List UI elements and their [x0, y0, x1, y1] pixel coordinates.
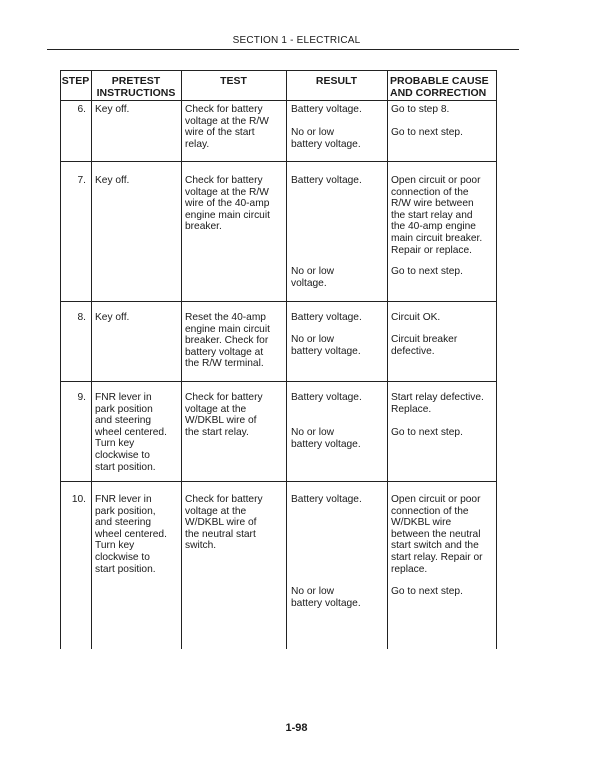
- column-rule: [91, 70, 92, 649]
- test-instructions: Reset the 40-amp engine main circuit breaker. Check for battery voltage at the R/W terminal.: [185, 312, 270, 370]
- result-text: Battery voltage.: [291, 494, 362, 505]
- header-rule: [47, 49, 519, 50]
- result-text: Battery voltage.: [291, 392, 362, 403]
- pretest-instructions: FNR lever in park position and steering wheel centered. Turn key clockwise to start position.: [95, 392, 167, 473]
- table-header-rule: [60, 100, 497, 101]
- row-divider: [60, 381, 497, 382]
- probable-cause-text: Go to next step.: [391, 586, 463, 597]
- column-header-cause: PROBABLE CAUSE AND CORRECTION: [390, 75, 489, 99]
- section-header: SECTION 1 - ELECTRICAL: [232, 35, 361, 46]
- probable-cause-text: Start relay defective. Replace.: [391, 392, 484, 415]
- column-header-result: RESULT: [315, 75, 358, 87]
- probable-cause-text: Go to next step.: [391, 127, 463, 138]
- column-header-pretest: PRETEST INSTRUCTIONS: [96, 75, 176, 99]
- result-text: No or low battery voltage.: [291, 127, 361, 150]
- column-rule: [387, 70, 388, 649]
- column-rule: [181, 70, 182, 649]
- pretest-instructions: Key off.: [95, 175, 130, 186]
- test-instructions: Check for battery voltage at the W/DKBL wire of the start relay.: [185, 392, 263, 438]
- test-instructions: Check for battery voltage at the R/W wire of the start relay.: [185, 104, 269, 150]
- step-number: 6.: [77, 104, 86, 115]
- test-instructions: Check for battery voltage at the W/DKBL wire of the neutral start switch.: [185, 494, 263, 552]
- result-text: No or low voltage.: [291, 266, 335, 289]
- pretest-instructions: Key off.: [95, 312, 130, 323]
- step-number: 9.: [77, 392, 86, 403]
- pretest-instructions: Key off.: [95, 104, 130, 115]
- probable-cause-text: Go to step 8.: [391, 104, 450, 115]
- result-text: No or low battery voltage.: [291, 427, 361, 450]
- test-instructions: Check for battery voltage at the R/W wire of the 40-amp engine main circuit breaker.: [185, 175, 270, 233]
- pretest-instructions: FNR lever in park position, and steering wheel centered. Turn key clockwise to start position.: [95, 494, 167, 575]
- probable-cause-text: Open circuit or poor connection of the R/W wire between the start relay and the 40-amp engine main circuit breaker. Repair or replace.: [391, 175, 483, 256]
- result-text: No or low battery voltage.: [291, 586, 361, 609]
- step-number: 10.: [71, 494, 86, 505]
- column-header-step: STEP: [61, 75, 90, 87]
- column-rule: [286, 70, 287, 649]
- step-number: 8.: [77, 312, 86, 323]
- column-header-test: TEST: [220, 75, 247, 87]
- row-divider: [60, 481, 497, 482]
- result-text: Battery voltage.: [291, 175, 362, 186]
- result-text: Battery voltage.: [291, 104, 362, 115]
- table-top-rule: [60, 70, 497, 71]
- probable-cause-text: Circuit breaker defective.: [391, 334, 458, 357]
- row-divider: [60, 301, 497, 302]
- column-rule: [496, 70, 497, 649]
- probable-cause-text: Go to next step.: [391, 266, 463, 277]
- probable-cause-text: Go to next step.: [391, 427, 463, 438]
- page-number: 1-98: [285, 722, 308, 734]
- row-divider: [60, 161, 497, 162]
- result-text: No or low battery voltage.: [291, 334, 361, 357]
- probable-cause-text: Open circuit or poor connection of the W/DKBL wire between the neutral start switch and the start relay. Repair or replace.: [391, 494, 483, 575]
- column-rule: [60, 70, 61, 649]
- result-text: Battery voltage.: [291, 312, 362, 323]
- step-number: 7.: [77, 175, 86, 186]
- probable-cause-text: Circuit OK.: [391, 312, 441, 323]
